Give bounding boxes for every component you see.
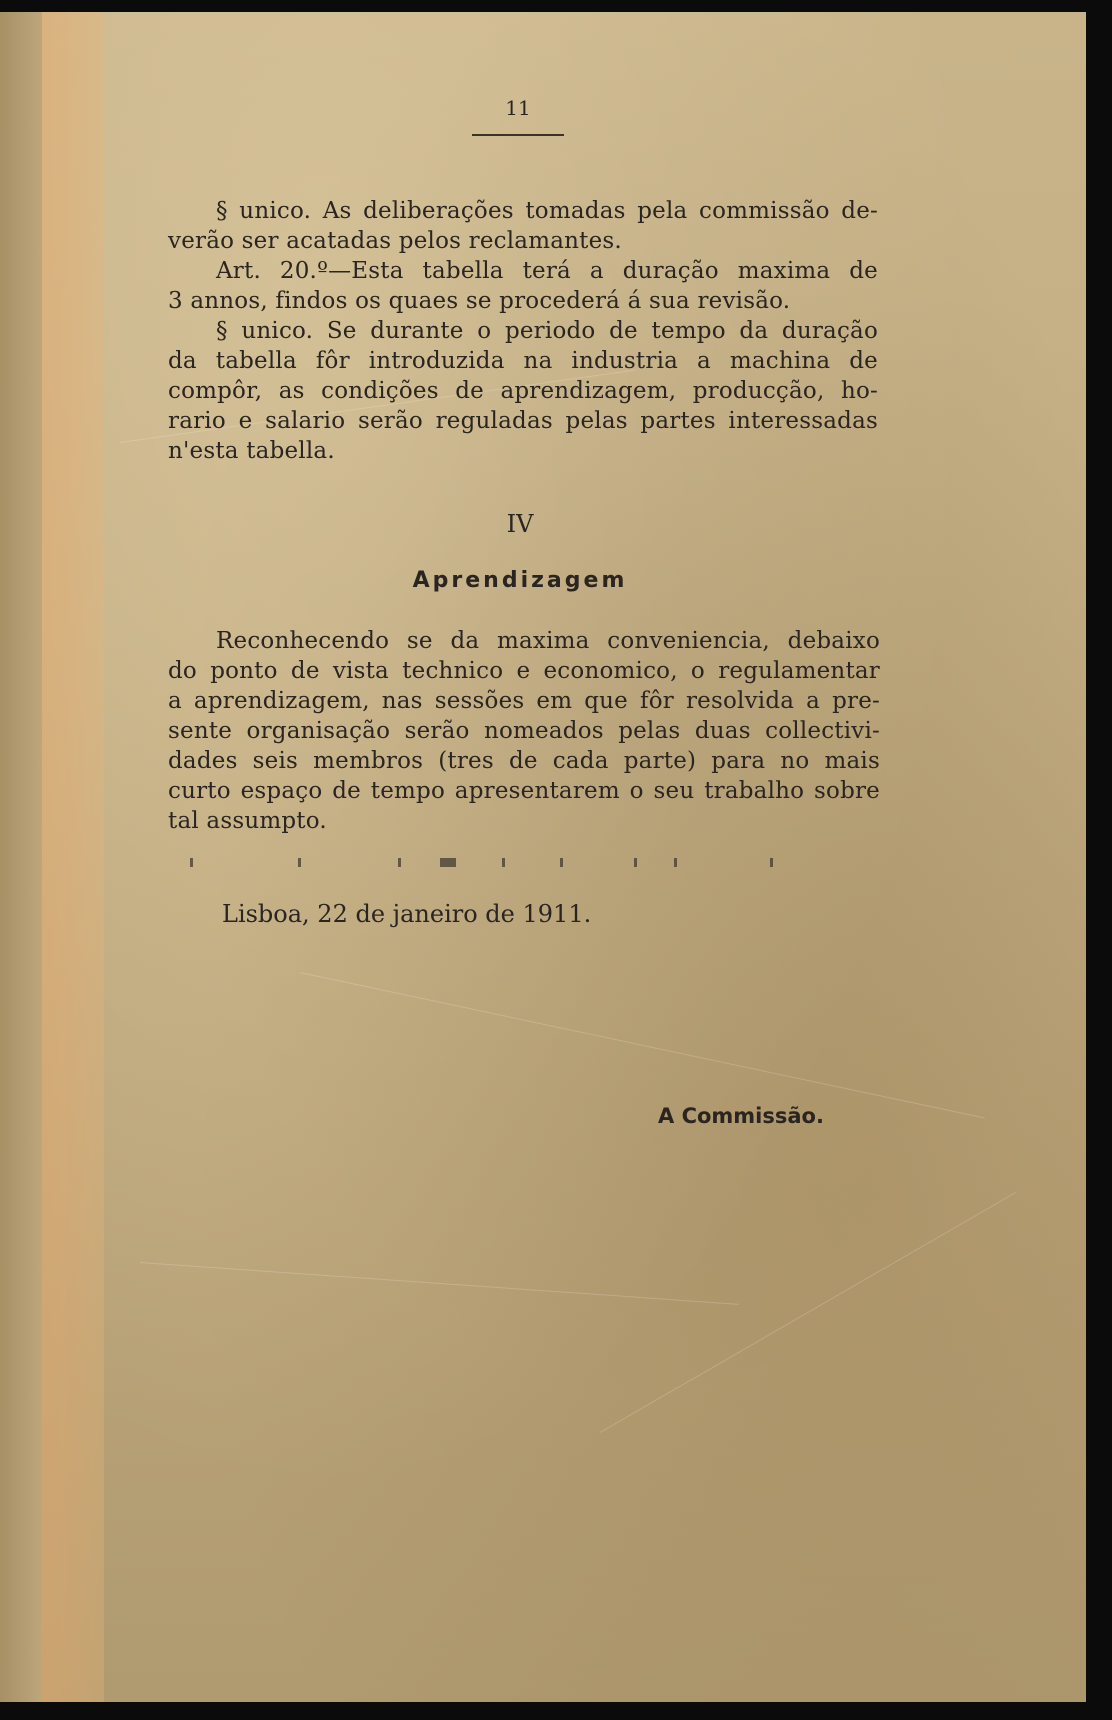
text-line: rario e salario serão reguladas pelas partes interessadas <box>168 408 878 434</box>
section-numeral: IV <box>506 510 534 538</box>
stray-mark <box>440 858 456 867</box>
section-title: Aprendizagem <box>412 568 628 593</box>
signature: A Commissão. <box>658 1104 824 1128</box>
stray-mark <box>190 858 193 867</box>
paper-crease <box>140 1262 739 1305</box>
text-line: tal assumpto. <box>168 808 327 834</box>
paper-crease <box>300 972 985 1119</box>
paragraph-block-articles <box>168 196 878 466</box>
text-line: curto espaço de tempo apresentarem o seu trabalho sobre <box>168 778 880 804</box>
stray-type-marks <box>130 858 950 868</box>
text-line: sente organisação serão nomeados pelas duas collectivi- <box>168 718 880 744</box>
document-page <box>0 12 1086 1702</box>
text-line: Art. 20.º—Esta tabella terá a duração maxima de <box>216 258 878 284</box>
paper-crease <box>600 1192 1016 1433</box>
text-line: 3 annos, findos os quaes se procederá á sua revisão. <box>168 288 791 314</box>
text-line: compôr, as condições de aprendizagem, producção, ho- <box>168 378 878 404</box>
page-number: 11 <box>505 96 531 120</box>
stray-mark <box>398 858 401 867</box>
text-line: a aprendizagem, nas sessões em que fôr resolvida a pre- <box>168 688 880 714</box>
stray-mark <box>634 858 637 867</box>
text-line: dades seis membros (tres de cada parte) para no mais <box>168 748 880 774</box>
stray-mark <box>298 858 301 867</box>
binding-strip <box>42 12 104 1702</box>
page-left-edge <box>0 12 42 1702</box>
dateline: Lisboa, 22 de janeiro de 1911. <box>222 900 592 928</box>
page-number-rule <box>472 134 564 136</box>
stray-mark <box>674 858 677 867</box>
text-line: n'esta tabella. <box>168 438 335 464</box>
text-line: Reconhecendo se da maxima conveniencia, debaixo <box>216 628 880 654</box>
paragraph-block-apprenticeship <box>168 626 880 836</box>
text-line: do ponto de vista technico e economico, o regulamentar <box>168 658 880 684</box>
text-line: verão ser acatadas pelos reclamantes. <box>168 228 622 254</box>
stray-mark <box>502 858 505 867</box>
text-line: § unico. As deliberações tomadas pela commissão de- <box>216 198 878 224</box>
stray-mark <box>560 858 563 867</box>
text-line: da tabella fôr introduzida na industria a machina de <box>168 348 878 374</box>
text-line: § unico. Se durante o periodo de tempo da duração <box>216 318 878 344</box>
stray-mark <box>770 858 773 867</box>
